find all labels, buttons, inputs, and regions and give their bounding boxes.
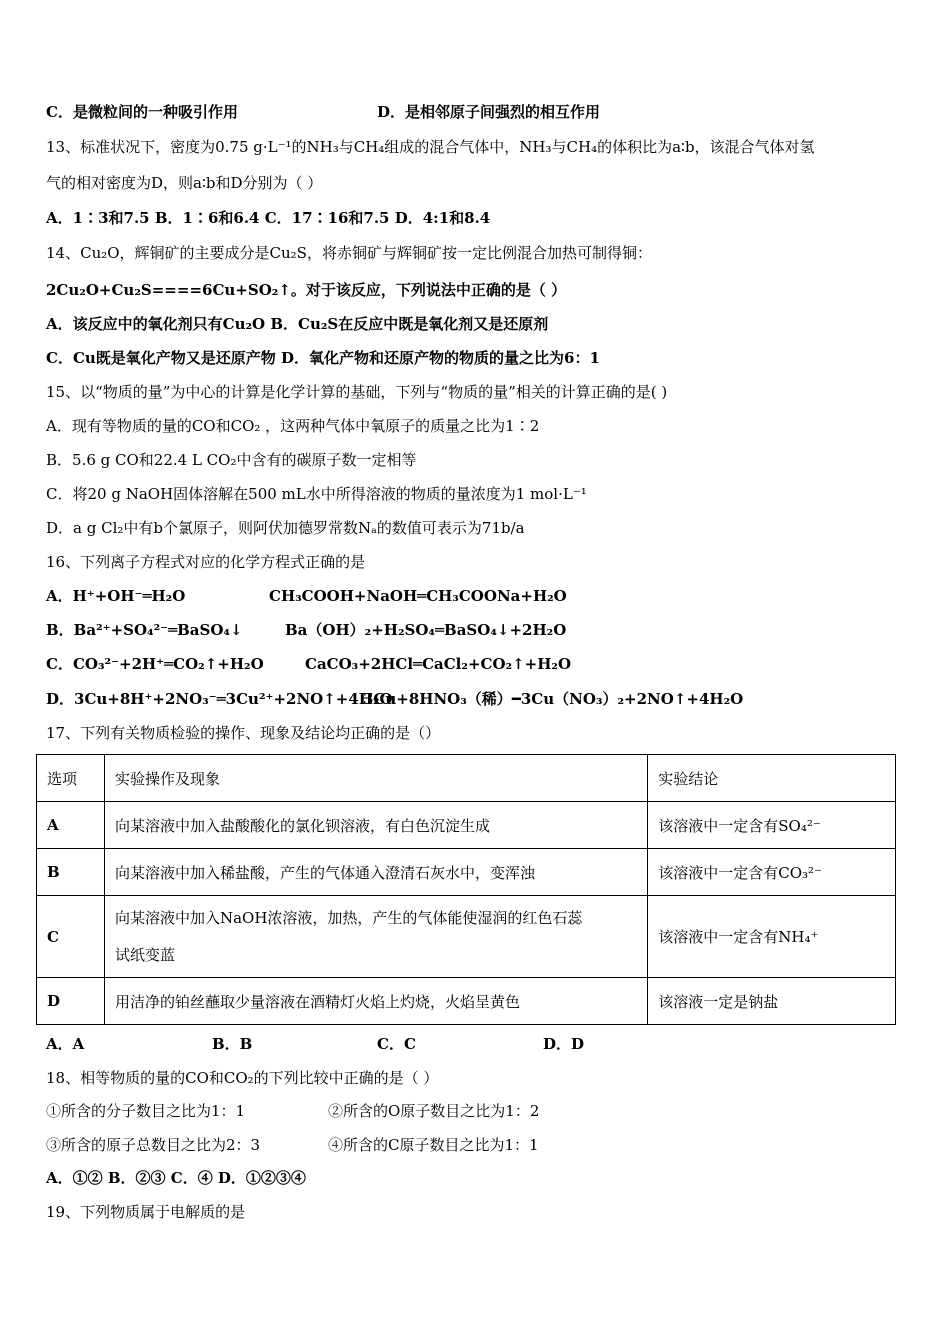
q16-option-d-equation: 3Cu+8HNO₃（稀）━3Cu（NO₃）₂+2NO↑+4H₂O <box>363 690 744 708</box>
q18-options: A．①② B．②③ C．④ D．①②③④ <box>46 1169 306 1187</box>
row-operation-line2: 试纸变蓝 <box>114 945 175 964</box>
q15-option-b: B．5.6 g CO和22.4 L CO₂中含有的碳原子数一定相等 <box>46 451 417 469</box>
q15-stem: 15、以“物质的量”为中心的计算是化学计算的基础，下列与“物质的量”相关的计算正确的是( ) <box>46 383 668 401</box>
q18-statement-4: ④所含的C原子数目之比为1：1 <box>328 1136 539 1154</box>
q13-stem-line1: 13、标准状况下，密度为0.75 g·L⁻¹的NH₃与CH₄组成的混合气体中，NH₃与CH₄的体积比为a∶b，该混合气体对氢 <box>46 138 815 156</box>
row-operation: 向某溶液中加入稀盐酸，产生的气体通入澄清石灰水中，变浑浊 <box>104 849 647 896</box>
q15-option-c: C．将20 g NaOH固体溶解在500 mL水中所得溶液的物质的量浓度为1 mol·L⁻¹ <box>46 485 587 503</box>
row-operation-line1: 向某溶液中加入NaOH浓溶液，加热，产生的气体能使湿润的红色石蕊 <box>114 908 583 927</box>
q14-stem-line1: 14、Cu₂O，辉铜矿的主要成分是Cu₂S，将赤铜矿与辉铜矿按一定比例混合加热可制得铜： <box>46 244 652 262</box>
q12-option-d: D．是相邻原子间强烈的相互作用 <box>377 103 601 121</box>
table-header-row <box>37 755 896 802</box>
q16-option-b-equation: Ba（OH）₂+H₂SO₄═BaSO₄↓+2H₂O <box>285 621 567 639</box>
q17-table <box>36 754 896 1025</box>
row-option: C <box>37 896 105 978</box>
row-conclusion: 该溶液中一定含有SO₄²⁻ <box>648 802 896 849</box>
row-conclusion: 该溶液一定是钠盐 <box>648 978 896 1025</box>
header-option: 选项 <box>37 755 105 802</box>
q19-stem: 19、下列物质属于电解质的是 <box>46 1203 246 1221</box>
q16-option-a-equation: CH₃COOH+NaOH═CH₃COONa+H₂O <box>269 587 567 605</box>
row-conclusion: 该溶液中一定含有CO₃²⁻ <box>648 849 896 896</box>
row-operation <box>104 896 647 978</box>
q17-stem: 17、下列有关物质检验的操作、现象及结论均正确的是（） <box>46 724 441 742</box>
row-operation: 向某溶液中加入盐酸酸化的氯化钡溶液，有白色沉淀生成 <box>104 802 647 849</box>
q16-option-c-equation: CaCO₃+2HCl═CaCl₂+CO₂↑+H₂O <box>305 655 572 673</box>
q17-option-d: D．D <box>543 1035 585 1053</box>
header-conclusion: 实验结论 <box>648 755 896 802</box>
q13-stem-line2: 气的相对密度为D，则a∶b和D分别为（ ） <box>46 174 323 192</box>
q16-option-b-ionic: B．Ba²⁺+SO₄²⁻═BaSO₄↓ <box>46 621 243 639</box>
table-row <box>37 978 896 1025</box>
q16-stem: 16、下列离子方程式对应的化学方程式正确的是 <box>46 553 366 571</box>
q16-option-a-ionic: A．H⁺+OH⁻═H₂O <box>46 587 186 605</box>
table-row <box>37 896 896 978</box>
q18-stem: 18、相等物质的量的CO和CO₂的下列比较中正确的是（ ） <box>46 1069 439 1087</box>
q17-option-a: A．A <box>46 1035 85 1053</box>
q17-option-b: B．B <box>212 1035 253 1053</box>
q18-statement-1: ①所含的分子数目之比为1：1 <box>46 1102 246 1120</box>
row-option: B <box>37 849 105 896</box>
row-option: A <box>37 802 105 849</box>
q18-statement-3: ③所含的原子总数目之比为2：3 <box>46 1136 261 1154</box>
q16-option-d-ionic: D．3Cu+8H⁺+2NO₃⁻═3Cu²⁺+2NO↑+4H₂O <box>46 690 393 708</box>
q14-options-cd: C．Cu既是氧化产物又是还原产物 D．氧化产物和还原产物的物质的量之比为6：1 <box>46 349 600 367</box>
table-row <box>37 849 896 896</box>
q15-option-d: D．a g Cl₂中有b个氯原子，则阿伏加德罗常数Nₐ的数值可表示为71b/a <box>46 519 525 537</box>
q14-stem-line2: 2Cu₂O+Cu₂S====6Cu+SO₂↑。对于该反应，下列说法中正确的是（ ） <box>46 281 567 299</box>
q12-option-c: C．是微粒间的一种吸引作用 <box>46 103 238 121</box>
q15-option-a: A．现有等物质的量的CO和CO₂ ，这两种气体中氧原子的质量之比为1∶2 <box>46 417 540 435</box>
row-conclusion: 该溶液中一定含有NH₄⁺ <box>648 896 896 978</box>
header-operation: 实验操作及现象 <box>104 755 647 802</box>
q18-statement-2: ②所含的O原子数目之比为1：2 <box>328 1102 540 1120</box>
q16-option-c-ionic: C．CO₃²⁻+2H⁺═CO₂↑+H₂O <box>46 655 264 673</box>
q14-options-ab: A．该反应中的氧化剂只有Cu₂O B．Cu₂S在反应中既是氧化剂又是还原剂 <box>46 315 549 333</box>
q17-option-c: C．C <box>377 1035 416 1053</box>
q13-options: A．1∶3和7.5 B．1∶6和6.4 C．17∶16和7.5 D．4:1和8.4 <box>46 209 491 227</box>
row-operation: 用洁净的铂丝蘸取少量溶液在酒精灯火焰上灼烧，火焰呈黄色 <box>104 978 647 1025</box>
table-row <box>37 802 896 849</box>
row-option: D <box>37 978 105 1025</box>
